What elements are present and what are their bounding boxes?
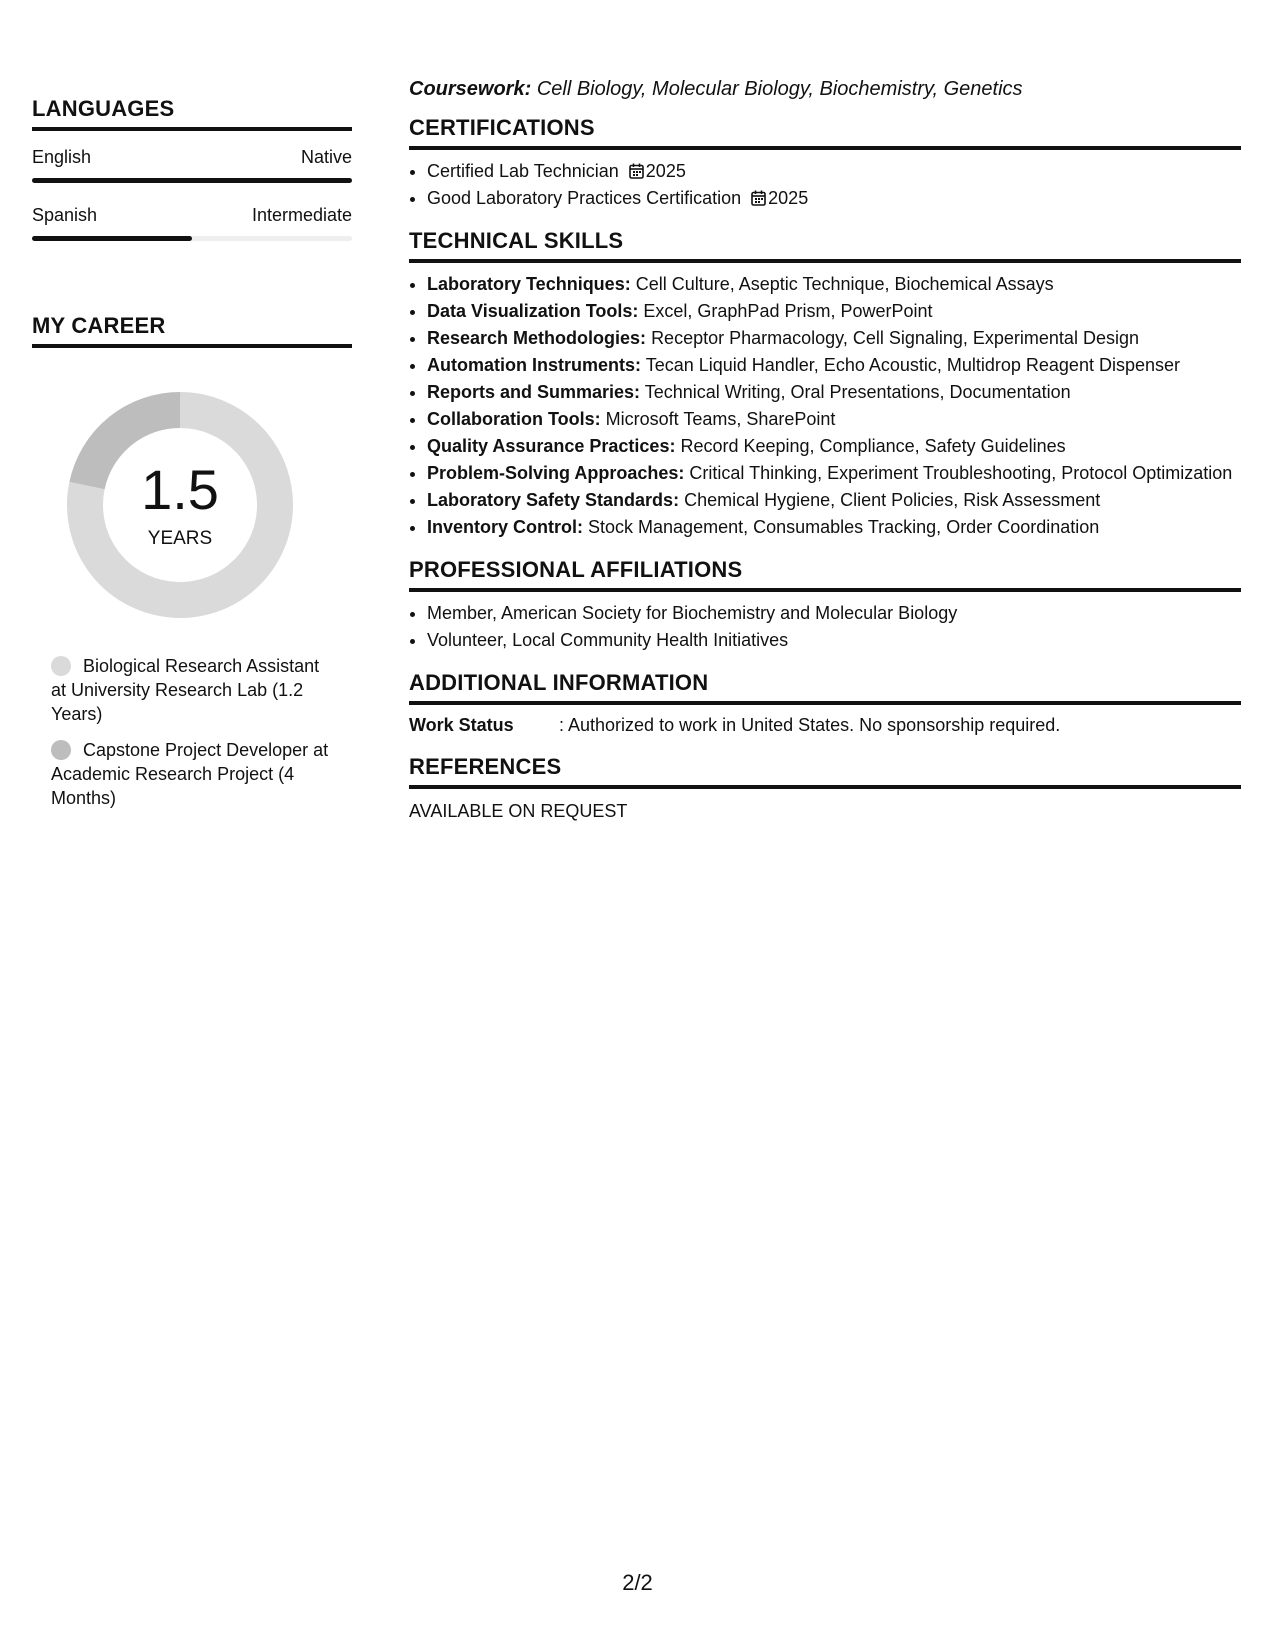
cert-year: 2025	[645, 161, 686, 181]
right-column	[409, 78, 1241, 822]
left-column	[32, 96, 352, 822]
language-list	[32, 147, 352, 241]
list-item	[427, 433, 1241, 460]
coursework-label: Coursework:	[409, 78, 532, 100]
list-item	[427, 460, 1241, 487]
language-name: Spanish	[32, 205, 98, 225]
career-total-value: 1.5	[141, 458, 219, 521]
career-total-unit: YEARS	[147, 528, 213, 549]
language-proficiency-bar	[32, 236, 352, 241]
list-item: • Member, American Society for Biochemistry and Molecular Biology	[427, 600, 1241, 627]
skill-text: Technical Writing, Oral Presentations, Documentation	[644, 382, 1071, 402]
skill-text: Critical Thinking, Experiment Troubleshooting, Protocol Optimization	[689, 463, 1233, 483]
coursework	[409, 78, 1241, 101]
cert-year: 2025	[768, 188, 809, 208]
work-status-row	[409, 715, 1241, 736]
affiliations-title: PROFESSIONAL AFFILIATIONS	[409, 557, 1241, 592]
skill-text: Record Keeping, Compliance, Safety Guidelines	[680, 436, 1066, 456]
calendar-icon	[751, 190, 766, 206]
references-text: AVAILABLE ON REQUEST	[409, 801, 628, 821]
skill-label: Problem-Solving Approaches:	[427, 463, 685, 483]
coursework-text: Cell Biology, Molecular Biology, Biochemistry, Genetics	[536, 78, 1023, 100]
legend-label: Biological Research Assistant at University Research Lab (1.2 Years)	[51, 656, 320, 724]
languages-title: LANGUAGES	[32, 96, 352, 131]
language-level: Intermediate	[251, 205, 352, 225]
page-number: 2/2	[622, 1570, 653, 1595]
language-proficiency-bar	[32, 178, 352, 183]
skill-label: Laboratory Techniques:	[427, 274, 631, 294]
list-item	[427, 379, 1241, 406]
career-donut-chart	[67, 392, 293, 618]
language-item-spanish	[32, 205, 352, 241]
skill-label: Inventory Control:	[427, 517, 583, 537]
skill-text: Tecan Liquid Handler, Echo Acoustic, Multidrop Reagent Dispenser	[645, 355, 1180, 375]
language-item-english	[32, 147, 352, 183]
certifications-list	[409, 158, 1241, 212]
skill-text: Cell Culture, Aseptic Technique, Biochemical Assays	[635, 274, 1054, 294]
skill-label: Reports and Summaries:	[427, 382, 641, 402]
language-name: English	[32, 147, 92, 167]
list-item	[427, 487, 1241, 514]
list-item	[427, 271, 1241, 298]
skill-text: Stock Management, Consumables Tracking, Order Coordination	[588, 517, 1100, 537]
list-item	[427, 514, 1241, 541]
legend-dot	[51, 740, 71, 760]
skill-text: Receptor Pharmacology, Cell Signaling, Experimental Design	[651, 328, 1139, 348]
skill-text: Chemical Hygiene, Client Policies, Risk Assessment	[684, 490, 1101, 510]
legend-item	[51, 738, 336, 810]
affiliations-list	[409, 600, 1241, 654]
language-level: Native	[300, 147, 352, 167]
skill-label: Laboratory Safety Standards:	[427, 490, 680, 510]
skill-text: Excel, GraphPad Prism, PowerPoint	[643, 301, 933, 321]
cert-name: Good Laboratory Practices Certification	[427, 188, 742, 208]
language-proficiency-fill	[32, 178, 352, 183]
legend-item	[51, 654, 336, 726]
list-item	[427, 158, 1241, 185]
references-title: REFERENCES	[409, 754, 1241, 789]
cert-name: Certified Lab Technician	[427, 161, 619, 181]
work-status-value: : Authorized to work in United States. No sponsorship required.	[559, 715, 1061, 735]
skill-label: Quality Assurance Practices:	[427, 436, 676, 456]
legend-label: Capstone Project Developer at Academic Research Project (4 Months)	[51, 740, 329, 808]
language-proficiency-fill	[32, 236, 192, 241]
additional-info-title: ADDITIONAL INFORMATION	[409, 670, 1241, 705]
career-section	[32, 313, 352, 810]
career-title: MY CAREER	[32, 313, 352, 348]
skill-label: Automation Instruments:	[427, 355, 641, 375]
list-item	[427, 406, 1241, 433]
list-item	[427, 352, 1241, 379]
list-item	[427, 185, 1241, 212]
certifications-title: CERTIFICATIONS	[409, 115, 1241, 150]
calendar-icon	[629, 163, 644, 179]
skill-label: Data Visualization Tools:	[427, 301, 639, 321]
technical-skills-list	[409, 271, 1241, 541]
skill-text: Microsoft Teams, SharePoint	[605, 409, 836, 429]
list-item	[427, 298, 1241, 325]
list-item	[427, 325, 1241, 352]
skill-label: Collaboration Tools:	[427, 409, 601, 429]
legend-dot	[51, 656, 71, 676]
work-status-label: Work Status	[409, 715, 514, 735]
list-item: • Volunteer, Local Community Health Initiatives	[427, 627, 1241, 654]
career-legend	[51, 654, 336, 810]
skill-label: Research Methodologies:	[427, 328, 647, 348]
technical-skills-title: TECHNICAL SKILLS	[409, 228, 1241, 263]
